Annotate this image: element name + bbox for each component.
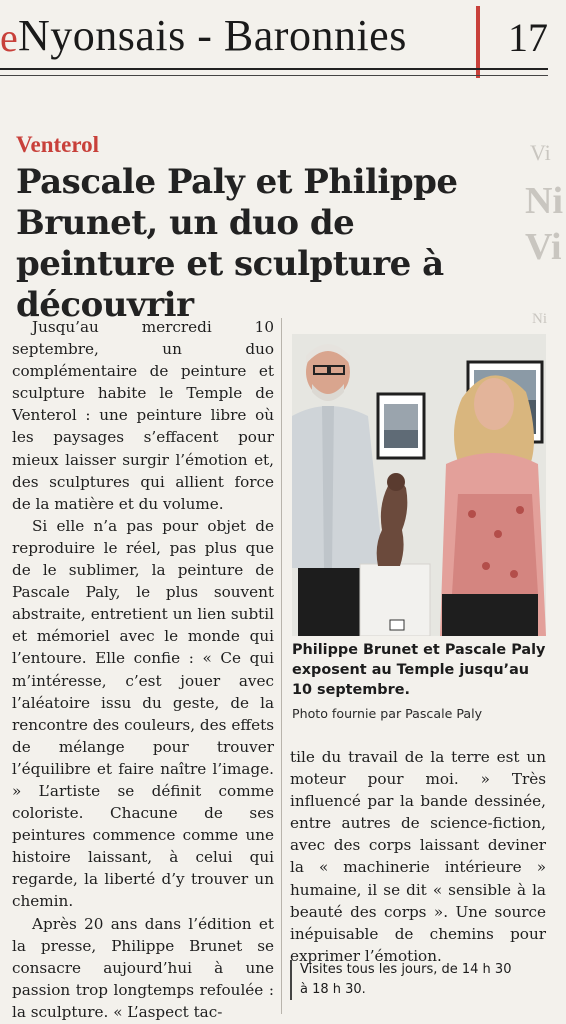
photo-caption: Philippe Brunet et Pascale Paly exposent au Temple jusqu’au 10 septembre. [292,642,546,698]
visiting-hours [290,960,556,1000]
section-title: Nyonsais - Baronnies [18,11,407,60]
body-paragraph: tile du travail de la terre est un moteur pour moi. » Très influencé par la bande dessinée, entre autres de science-fiction, avec des corps laissant deviner la « machinerie intérieure » humaine, il se dit « sensible à la beauté des corps ». Une source inépuisable de chemins pour exprimer l’émotion. [290,748,546,965]
visiting-hours-line: à 18 h 30. [300,982,366,997]
photo-illustration [292,334,546,636]
article-kicker: Venterol [16,132,100,157]
article-body-left [12,316,274,1023]
body-paragraph: Après 20 ans dans l’édition et la presse, Philippe Brunet se consacre aujourd’hui à une passion trop longtemps refoulée : la sculpture. « L’aspect tac- [12,914,274,1021]
body-paragraph: Si elle n’a pas pour objet de reproduire le réel, pas plus que de le sublimer, la peinture de Pascale Paly, le plus souvent abstraite, entretient un lien subtil et mémoriel avec le monde qui l’entoure. Elle confie : « Ce qui m’intéresse, c’est jouer avec l’aléatoire issu du geste, de la rencontre des couleurs, des effets de mélange pour trouver l’équilibre et faire naître l’image. » L’artiste se définit comme coloriste. Chacune de ses peintures commence comme une histoire laissant, à celui qui regarde, la liberté d’y trouver un chemin. [12,516,274,911]
bleed-text-body: Ni [532,311,547,327]
page-header [0,0,566,80]
header-rule-thin [0,75,548,76]
header-mark: e [0,15,18,60]
page-number: 17 [508,15,548,60]
article-photo [292,334,546,636]
column-divider [281,318,282,1014]
article-headline: Pascale Paly et Philippe Brunet, un duo de peinture et sculpture à découvrir [16,162,458,325]
bleed-text-headline: Ni Vi [525,180,563,268]
header-rule [0,68,548,70]
body-paragraph: Jusqu’au mercredi 10 septembre, un duo complémentaire de peinture et sculpture habite le Temple de Venterol : une peinture libre où les paysages s’effacent pour mieux laisser surgir l’émotion et, des sculptures qui allient force de la matière et du volume. [12,318,274,513]
article-body-right [290,746,546,967]
visiting-hours-line: Visites tous les jours, de 14 h 30 [300,962,512,977]
bleed-text-kicker: Vi [530,140,551,165]
photo-credit: Photo fournie par Pascale Paly [292,706,483,721]
